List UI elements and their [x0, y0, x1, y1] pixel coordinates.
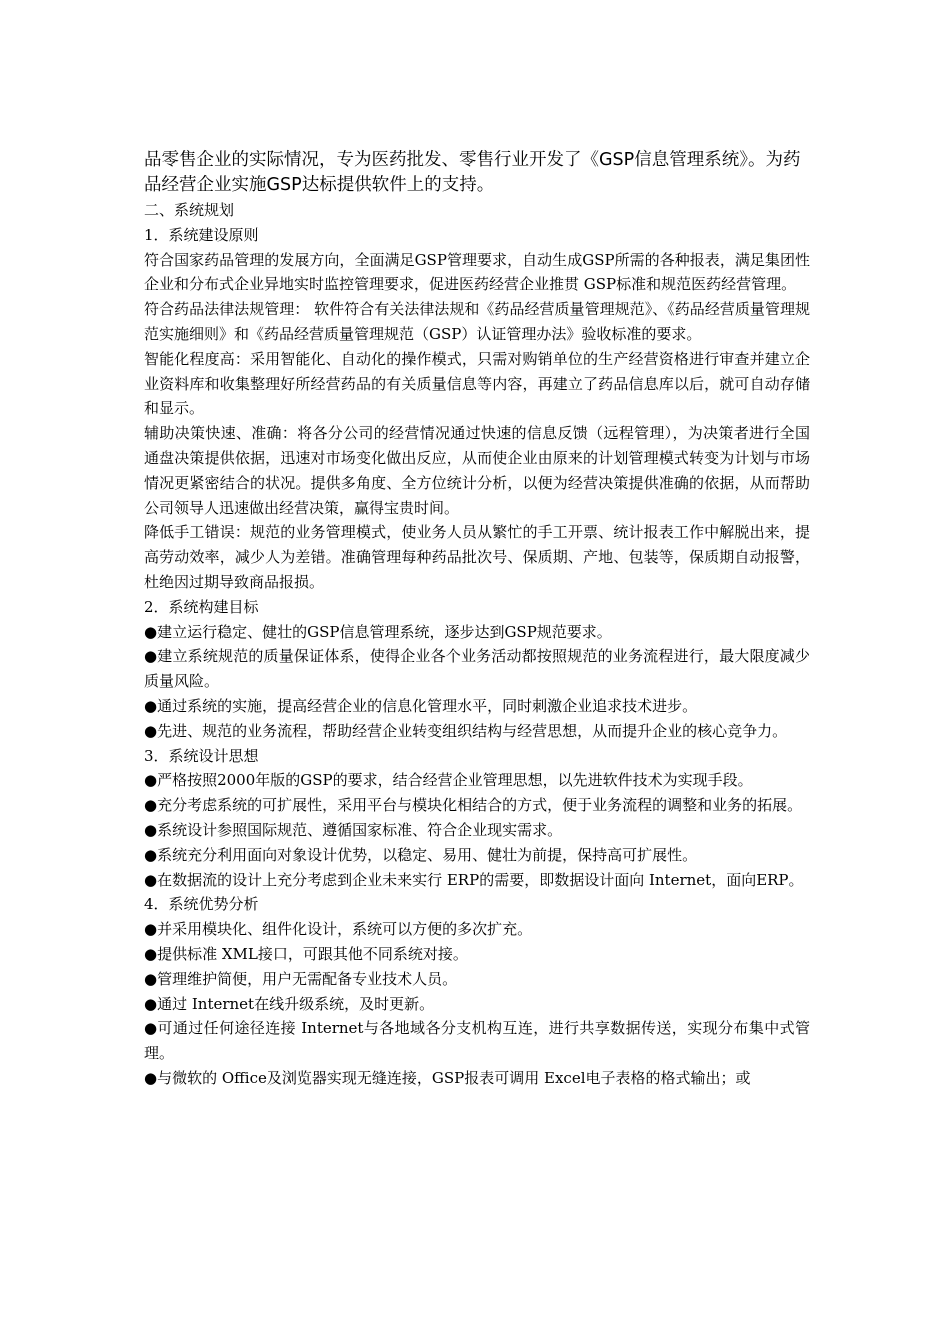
section-heading: 二、系统规划 [144, 201, 235, 219]
paragraph: ●建立运行稳定、健壮的GSP信息管理系统，逐步达到GSP规范要求。 [144, 622, 612, 641]
paragraph: 符合国家药品管理的发展方向，全面满足GSP管理要求，自动生成GSP所需的各种报表，满足集团性企业和分布式企业异地实时监控管理要求，促进医药经营企业推贯 GSP标准和规范医药经营管理。 [144, 250, 810, 294]
section-heading: 2．系统构建目标 [144, 597, 259, 616]
paragraph: ●在数据流的设计上充分考虑到企业未来实行 ERP的需要，即数据设计面向 Internet，面向ERP。 [144, 870, 804, 889]
document-body [144, 148, 810, 1091]
paragraph: ●先进、规范的业务流程，帮助经营企业转变组织结构与经营思想，从而提升企业的核心竞争力。 [144, 721, 788, 740]
paragraph: ●可通过任何途径连接 Internet与各地域各分支机构互连，进行共享数据传送，实现分布集中式管理。 [144, 1019, 810, 1063]
intro-paragraph: 品零售企业的实际情况，专为医药批发、零售行业开发了《GSP信息管理系统》。为药品经营企业实施GSP达标提供软件上的支持。 [144, 150, 801, 195]
paragraph: ●通过系统的实施，提高经营企业的信息化管理水平，同时刺激企业追求技术进步。 [144, 696, 698, 715]
section-heading: 3．系统设计思想 [144, 746, 259, 765]
paragraph: 智能化程度高：采用智能化、自动化的操作模式，只需对购销单位的生产经营资格进行审查并建立企业资料库和收集整理好所经营药品的有关质量信息等内容，再建立了药品信息库以后，就可自动存储和显示。 [144, 349, 810, 418]
paragraph: ●系统充分利用面向对象设计优势，以稳定、易用、健壮为前提，保持高可扩展性。 [144, 845, 698, 864]
section-heading: 4．系统优势分析 [144, 895, 259, 914]
paragraph: 降低手工错误：规范的业务管理模式，使业务人员从繁忙的手工开票、统计报表工作中解脱出来，提高劳动效率，减少人为差错。准确管理每种药品批次号、保质期、产地、包装等，保质期自动报警，杜绝因过期导致商品报损。 [144, 523, 810, 591]
paragraph: ●通过 Internet在线升级系统，及时更新。 [144, 994, 435, 1013]
paragraph: ●管理维护简便，用户无需配备专业技术人员。 [144, 969, 458, 988]
paragraph: ●充分考虑系统的可扩展性，采用平台与模块化相结合的方式，便于业务流程的调整和业务的拓展。 [144, 796, 803, 815]
paragraph: ●并采用模块化、组件化设计，系统可以方便的多次扩充。 [144, 920, 533, 939]
section-heading: 1．系统建设原则 [144, 225, 259, 244]
paragraph: ●严格按照2000年版的GSP的要求，结合经营企业管理思想，以先进软件技术为实现手段。 [144, 771, 753, 790]
paragraph: 符合药品法律法规管理： 软件符合有关法律法规和《药品经营质量管理规范》、《药品经营质量管理规范实施细则》和《药品经营质量管理规范（GSP）认证管理办法》验收标准的要求。 [144, 300, 810, 343]
paragraph: ●提供标准 XML接口，可跟其他不同系统对接。 [144, 944, 468, 963]
paragraph: ●建立系统规范的质量保证体系，使得企业各个业务活动都按照规范的业务流程进行，最大限度减少质量风险。 [144, 647, 810, 691]
paragraph: ●与微软的 Office及浏览器实现无缝连接，GSP报表可调用 Excel电子表格的格式输出；或 [144, 1068, 751, 1087]
paragraph: ●系统设计参照国际规范、遵循国家标准、符合企业现实需求。 [144, 820, 563, 839]
paragraph: 辅助决策快速、准确：将各分公司的经营情况通过快速的信息反馈（远程管理），为决策者进行全国通盘决策提供依据，迅速对市场变化做出反应，从而使企业由原来的计划管理模式转变为计划与市场情况更紧密结合的状况。提供多角度、全方位统计分析，以便为经营决策提供准确的依据，从而帮助公司领导人迅速做出经营决策，赢得宝贵时间。 [144, 424, 810, 517]
